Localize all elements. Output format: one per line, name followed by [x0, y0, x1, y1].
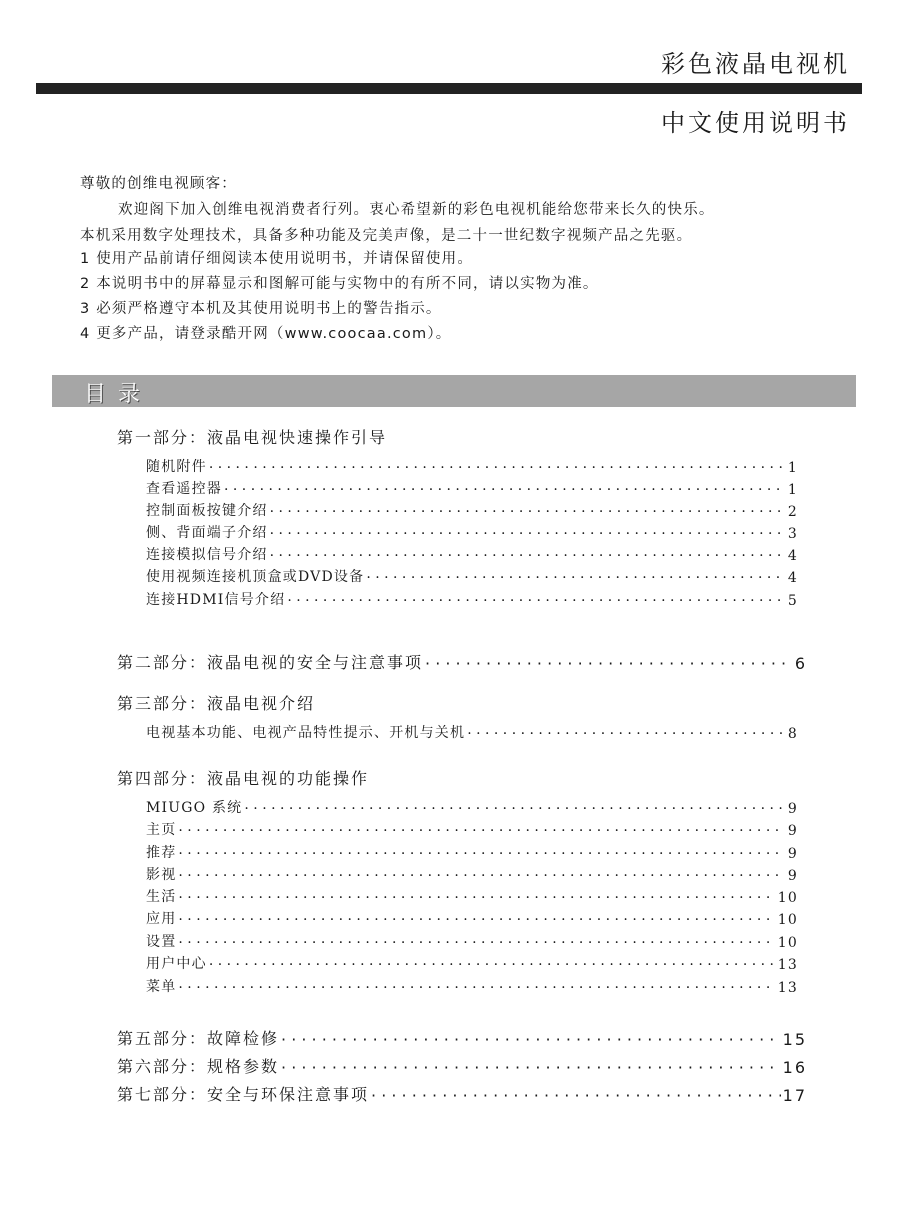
- entry-label: 菜单: [146, 979, 177, 995]
- toc-entry[interactable]: [146, 722, 798, 742]
- toc-entry[interactable]: [146, 544, 798, 564]
- entry-page: 4: [787, 570, 798, 586]
- toc-entry[interactable]: [146, 931, 798, 951]
- leader-dots: [224, 482, 782, 498]
- leader-dots: [366, 570, 782, 586]
- toc-entry[interactable]: [146, 953, 798, 973]
- leader-dots: [178, 935, 775, 951]
- entry-page: 1: [787, 482, 798, 498]
- leader-dots: [178, 823, 782, 839]
- leader-dots: [178, 912, 775, 928]
- leader-dots: [281, 1058, 781, 1077]
- entry-label: MIUGO 系统: [146, 800, 243, 816]
- entry-label: 随机附件: [146, 459, 207, 475]
- note-2: 2 本说明书中的屏幕显示和图解可能与实物中的有所不同，请以实物为准。: [80, 276, 599, 292]
- toc-entry[interactable]: [146, 456, 798, 476]
- note-3: 3 必须严格遵守本机及其使用说明书上的警告指示。: [80, 301, 442, 317]
- toc-entry[interactable]: [146, 864, 798, 884]
- toc-entry[interactable]: [146, 819, 798, 839]
- leader-dots: [270, 548, 782, 564]
- part4-heading: 第四部分：液晶电视的功能操作: [117, 769, 370, 788]
- part-title: 第二部分：液晶电视的安全与注意事项: [117, 653, 424, 672]
- entry-page: 8: [787, 726, 798, 742]
- leader-dots: [425, 654, 791, 673]
- leader-dots: [371, 1086, 781, 1105]
- part1-heading: 第一部分：液晶电视快速操作引导: [117, 428, 388, 447]
- toc-entry[interactable]: [146, 566, 798, 586]
- entry-label: 应用: [146, 911, 177, 927]
- entry-page: 2: [787, 504, 798, 520]
- entry-label: 控制面板按键介绍: [146, 503, 268, 519]
- entry-page: 3: [787, 526, 798, 542]
- toc-entry[interactable]: [146, 478, 798, 498]
- part7-heading[interactable]: [117, 1082, 807, 1105]
- leader-dots: [209, 957, 776, 973]
- entry-page: 9: [787, 823, 798, 839]
- leader-dots: [270, 526, 782, 542]
- entry-label: 连接模拟信号介绍: [146, 547, 268, 563]
- entry-page: 1: [787, 460, 798, 476]
- toc-banner: [52, 375, 856, 407]
- toc-entry[interactable]: [146, 522, 798, 542]
- entry-page: 10: [777, 912, 798, 928]
- toc-title: 目录: [84, 382, 153, 407]
- leader-dots: [270, 504, 782, 520]
- entry-label: 用户中心: [146, 956, 207, 972]
- document-title: 彩色液晶电视机: [661, 50, 850, 78]
- leader-dots: [209, 460, 782, 476]
- entry-label: 使用视频连接机顶盒或DVD设备: [146, 569, 365, 585]
- entry-label: 生活: [146, 889, 177, 905]
- part3-heading: 第三部分：液晶电视介绍: [117, 694, 316, 713]
- entry-page: 13: [777, 980, 798, 996]
- leader-dots: [178, 890, 775, 906]
- leader-dots: [287, 593, 782, 609]
- entry-label: 主页: [146, 822, 177, 838]
- leader-dots: [281, 1030, 781, 1049]
- toc-entry[interactable]: [146, 500, 798, 520]
- header-rule: [36, 83, 862, 94]
- entry-page: 13: [777, 957, 798, 973]
- part5-heading[interactable]: [117, 1026, 807, 1049]
- entry-page: 9: [787, 846, 798, 862]
- part2-heading[interactable]: [117, 650, 807, 673]
- toc-entry[interactable]: [146, 908, 798, 928]
- entry-page: 9: [787, 868, 798, 884]
- leader-dots: [178, 846, 782, 862]
- toc-entry[interactable]: [146, 797, 798, 817]
- part-page: 6: [794, 654, 807, 673]
- entry-label: 设置: [146, 934, 177, 950]
- leader-dots: [467, 726, 782, 742]
- entry-page: 4: [787, 548, 798, 564]
- entry-label: 连接HDMI信号介绍: [146, 592, 286, 608]
- part-page: 17: [782, 1086, 807, 1105]
- note-1: 1 使用产品前请仔细阅读本使用说明书，并请保留使用。: [80, 251, 474, 267]
- toc-entry[interactable]: [146, 589, 798, 609]
- part-page: 16: [782, 1058, 807, 1077]
- leader-dots: [244, 801, 782, 817]
- entry-page: 10: [777, 935, 798, 951]
- entry-page: 5: [787, 593, 798, 609]
- entry-label: 推荐: [146, 845, 177, 861]
- tech-text: 本机采用数字处理技术，具备多种功能及完美声像，是二十一世纪数字视频产品之先驱。: [80, 228, 693, 244]
- entry-label: 侧、背面端子介绍: [146, 525, 268, 541]
- part-page: 15: [782, 1030, 807, 1049]
- entry-label: 电视基本功能、电视产品特性提示、开机与关机: [146, 725, 466, 741]
- entry-label: 查看遥控器: [146, 481, 222, 497]
- part-title: 第五部分：故障检修: [117, 1029, 280, 1048]
- note-4: 4 更多产品，请登录酷开网（www.coocaa.com）。: [80, 326, 452, 342]
- toc-entry[interactable]: [146, 976, 798, 996]
- entry-label: 影视: [146, 867, 177, 883]
- entry-page: 9: [787, 801, 798, 817]
- welcome-text: 欢迎阁下加入创维电视消费者行列。衷心希望新的彩色电视机能给您带来长久的快乐。: [118, 202, 715, 218]
- toc-entry[interactable]: [146, 842, 798, 862]
- toc-entry[interactable]: [146, 886, 798, 906]
- greeting: 尊敬的创维电视顾客：: [80, 176, 237, 192]
- entry-page: 10: [777, 890, 798, 906]
- leader-dots: [178, 868, 782, 884]
- part-title: 第六部分：规格参数: [117, 1057, 280, 1076]
- leader-dots: [178, 980, 775, 996]
- part-title: 第七部分：安全与环保注意事项: [117, 1085, 370, 1104]
- part6-heading[interactable]: [117, 1054, 807, 1077]
- document-subtitle: 中文使用说明书: [661, 109, 850, 137]
